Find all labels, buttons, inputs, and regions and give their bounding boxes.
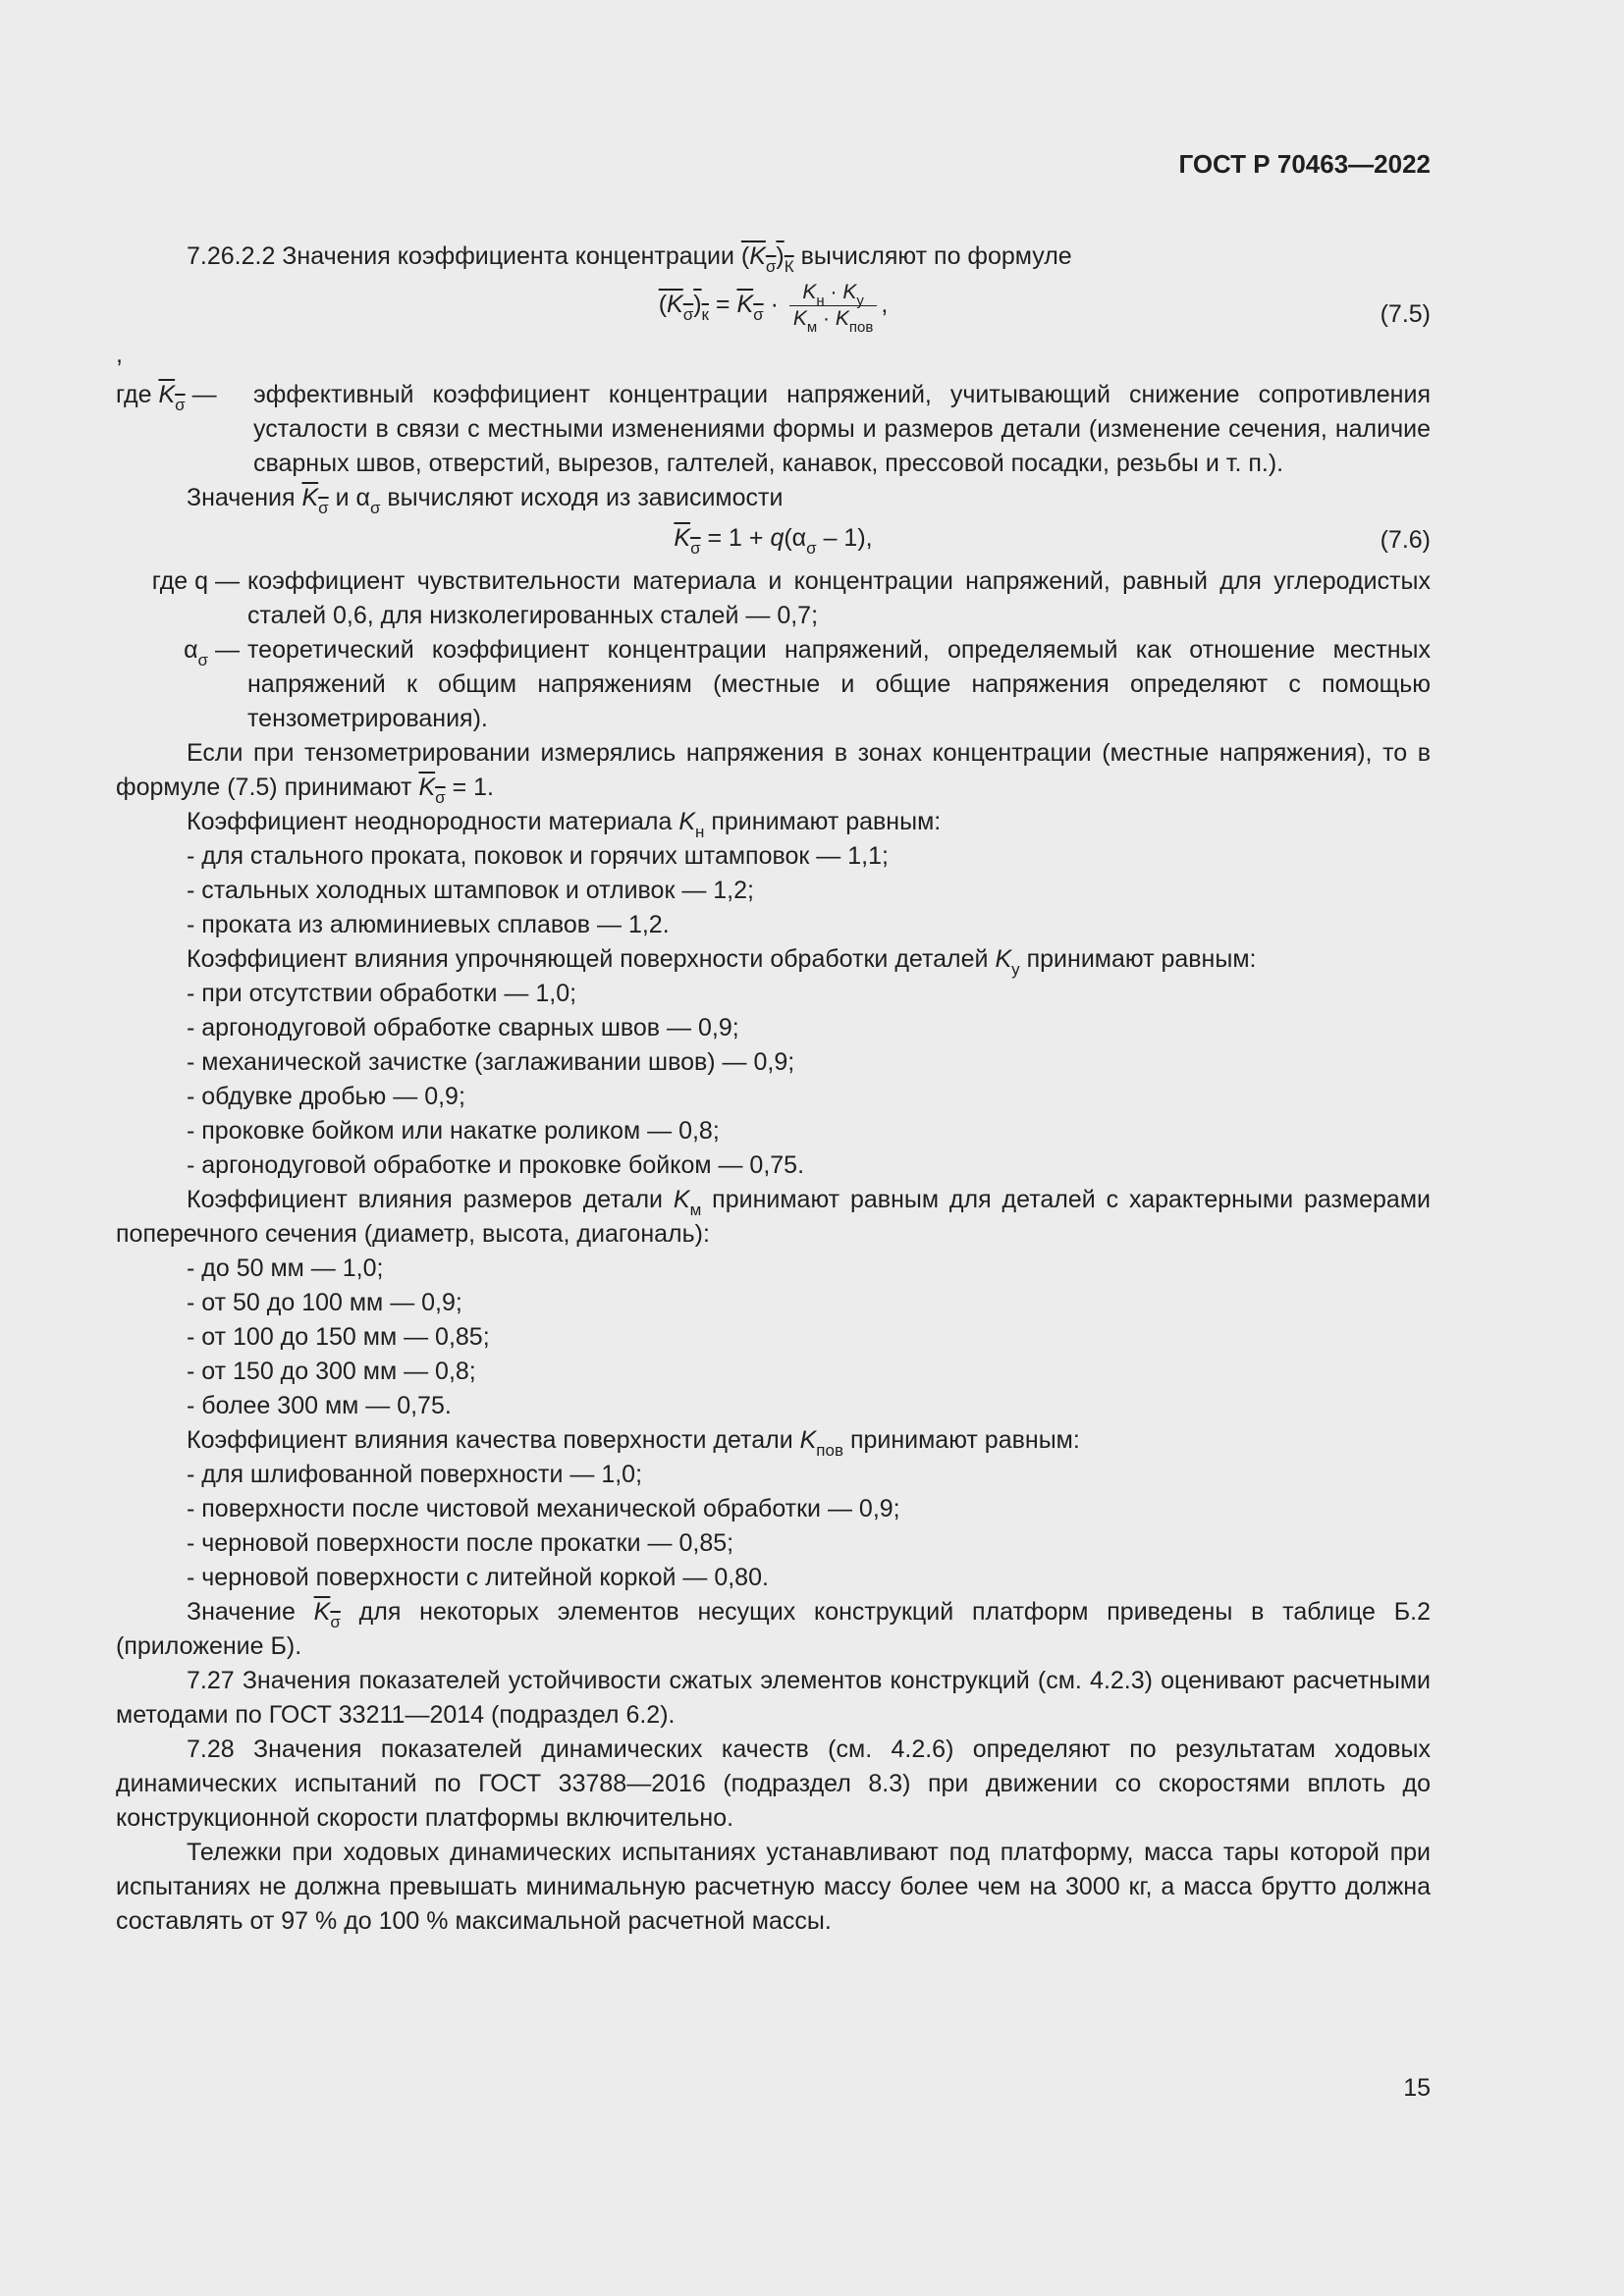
paragraph-bogies: Тележки при ходовых динамических испытаниях устанавливают под платформу, масса тары которой при испытаниях не должна превышать минимальную расчетную массу более чем на 3000 кг, а масса брутто должна составлять от 97 % до 100 % максимальной расчетной массы. [116, 1839, 1431, 1935]
definition-alpha-sigma: $\alpha_\sigma$ — теоретический коэффициент концентрации напряжений, определяемый как отношение местных напряжений к общим напряжениям (местные и общие напряжения определяют с помощью тензометрирования). [184, 636, 1431, 732]
list-item: - проката из алюминиевых сплавов — 1,2. [187, 911, 670, 938]
kn-intro: Коэффициент неоднородности материала $K_н$ принимают равным: [187, 808, 942, 841]
definition-q: где q — коэффициент чувствительности материала и концентрации напряжений, равный для углеродистых сталей 0,6, для низколегированных сталей — 0,7; [151, 567, 1431, 629]
list-item: - от 50 до 100 мм — 0,9; [187, 1289, 462, 1316]
formula-7-5 [116, 280, 1431, 352]
ky-intro: Коэффициент влияния упрочняющей поверхности обработки деталей $K_у$ принимают равным: [187, 945, 1257, 979]
list-item: - аргонодуговой обработке и проковке бойком — 0,75. [187, 1151, 805, 1179]
formula-7-6-expression: $K_\sigma = 1 + q(\alpha_\sigma - 1)$, [674, 524, 873, 558]
km-intro: Коэффициент влияния размеров детали $K_м$ принимают равным для деталей с характерными размерами поперечного сечения (диаметр, высота, диагональ): [116, 1186, 1431, 1248]
definition-k-sigma: где $K_\sigma$ — эффективный коэффициент концентрации напряжений, учитывающий снижение сопротивления усталости в связи с местными изменениями формы и размеров детали (изменение сечения, наличие сварных швов, отверстий, вырезов, галтелей, канавок, прессовой посадки, резьбы и т. п.). [116, 381, 1431, 477]
list-item: - более 300 мм — 0,75. [187, 1392, 452, 1419]
list-item: - от 150 до 300 мм — 0,8; [187, 1358, 476, 1385]
list-item: - для стального проката, поковок и горячих штамповок — 1,1; [187, 842, 889, 870]
list-item: - черновой поверхности после прокатки — 0,85; [187, 1529, 734, 1557]
kpov-intro: Коэффициент влияния качества поверхности детали $K_{пов}$ принимают равным: [187, 1426, 1080, 1460]
paragraph-7-28: 7.28 Значения показателей динамических качеств (см. 4.2.6) определяют по результатам ходовых динамических испытаний по ГОСТ 33788—2016 (подраздел 8.3) при движении со скоростями вплоть до конструкционной скорости платформы включительно. [116, 1735, 1431, 1832]
formula-7-5-fraction: $\frac{K_н \cdot K_у}{K_м \cdot K_{пов}}$ [789, 280, 877, 332]
list-item: - от 100 до 150 мм — 0,85; [187, 1323, 490, 1351]
formula-7-5-expression: $(K_\sigma)_к = K_\sigma$ · $\frac{K_н \cdot K_у}{K_м \cdot K_{пов}}$ , [658, 281, 889, 337]
stray-comma: , [116, 341, 123, 368]
list-item: - черновой поверхности с литейной коркой — 0,80. [187, 1564, 769, 1591]
list-item: - при отсутствии обработки — 1,0; [187, 980, 577, 1007]
k-sigma-note: Значение $K_\sigma$ для некоторых элементов несущих конструкций платформ приведены в таблице Б.2 (приложение Б). [116, 1598, 1431, 1660]
list-item: - аргонодуговой обработке сварных швов — 0,9; [187, 1014, 739, 1041]
list-item: - обдувке дробью — 0,9; [187, 1083, 465, 1110]
list-item: - до 50 мм — 1,0; [187, 1255, 384, 1282]
k-sigma-k-symbol: $(K_\sigma)_К$ [740, 242, 794, 276]
values-line: Значения $K_\sigma$ и $\alpha_\sigma$ вычисляют исходя из зависимости [187, 484, 784, 517]
formula-7-6 [116, 521, 1431, 564]
list-item: - для шлифованной поверхности — 1,0; [187, 1461, 643, 1488]
list-item: - проковке бойком или накатке роликом — 0,8; [187, 1117, 720, 1145]
list-item: - механической зачистке (заглаживании швов) — 0,9; [187, 1048, 795, 1076]
page-number: 15 [1403, 2074, 1431, 2102]
page-content [116, 240, 1431, 1939]
list-item: - поверхности после чистовой механической обработки — 0,9; [187, 1495, 900, 1522]
list-item: - стальных холодных штамповок и отливок — 1,2; [187, 877, 754, 904]
paragraph-7-27: 7.27 Значения показателей устойчивости сжатых элементов конструкций (см. 4.2.3) оценивают расчетными методами по ГОСТ 33211—2014 (подраздел 6.2). [116, 1667, 1431, 1729]
formula-7-6-number: (7.6) [1380, 526, 1431, 554]
paragraph-7-26-2-2: 7.26.2.2 Значения коэффициента концентрации $(K_\sigma)_К$ вычисляют по формуле [187, 242, 1072, 276]
formula-7-5-number: (7.5) [1380, 300, 1431, 328]
paragraph-tenzometry: Если при тензометрировании измерялись напряжения в зонах концентрации (местные напряжения), то в формуле (7.5) принимают $K_\sigma = 1$. [116, 739, 1431, 807]
document-header: ГОСТ Р 70463—2022 [1178, 149, 1431, 179]
